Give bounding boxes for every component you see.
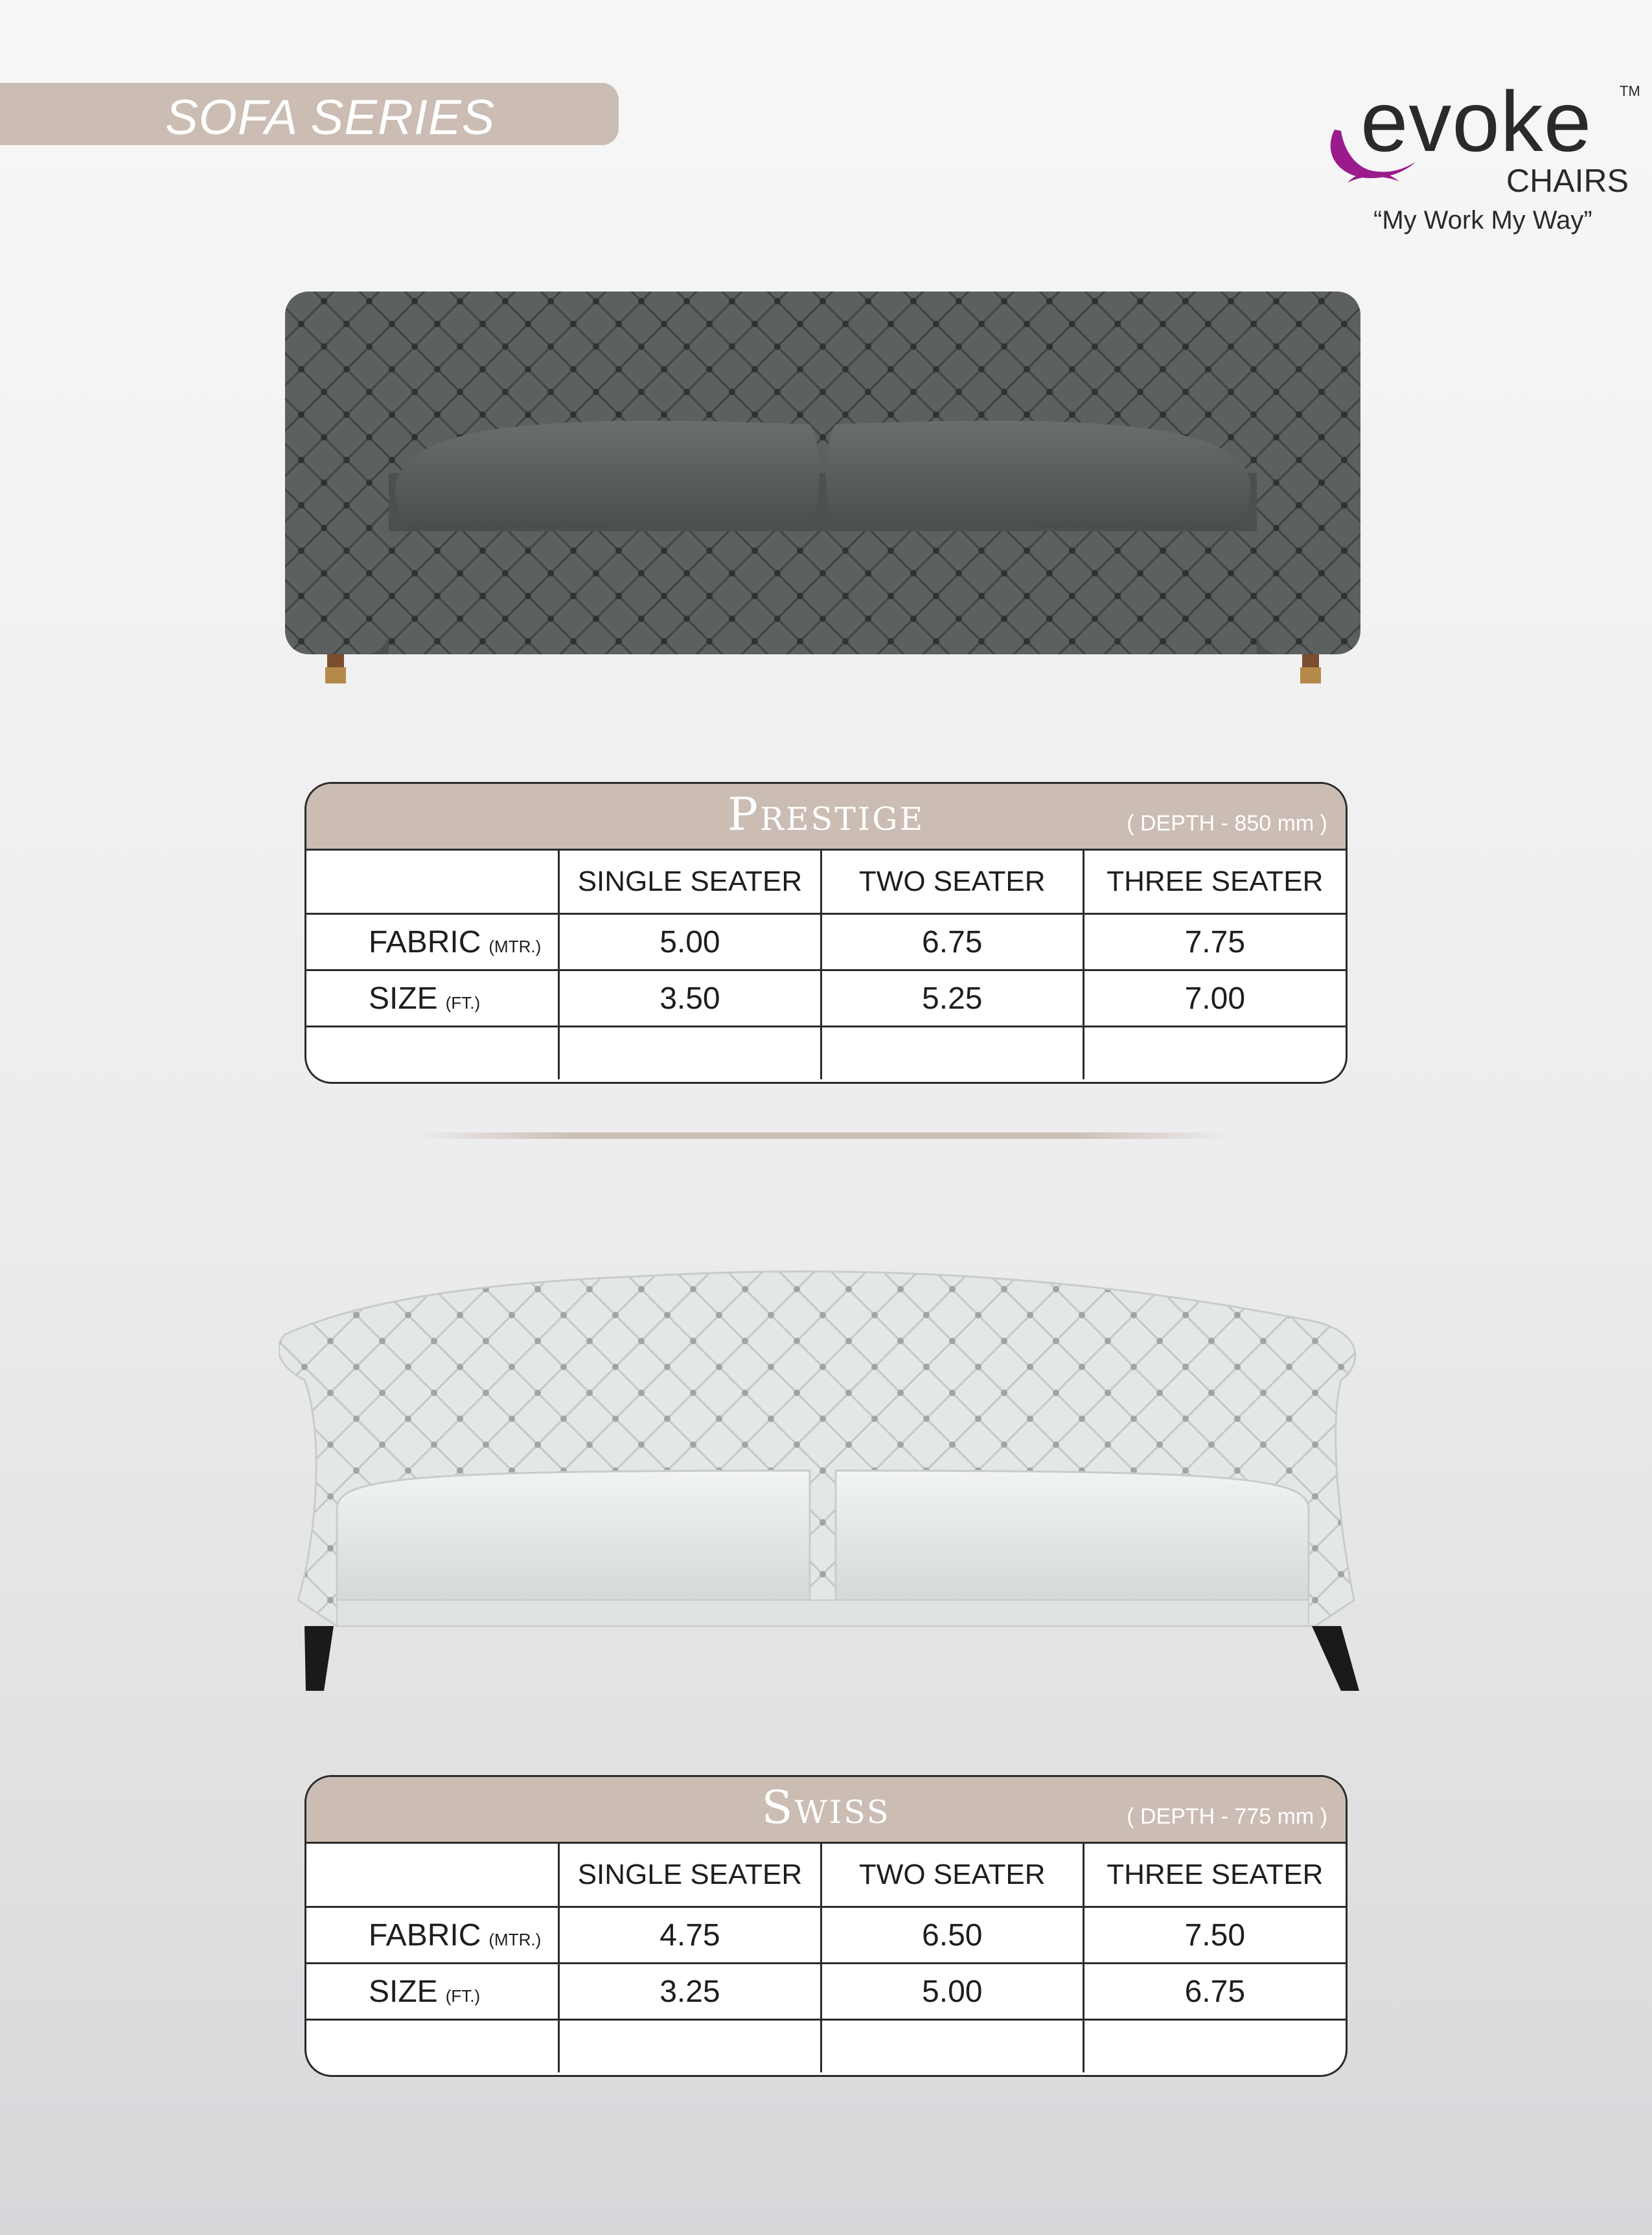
row-label-fabric <box>306 914 559 970</box>
section-divider <box>415 1132 1231 1139</box>
row-label: FABRIC <box>369 924 481 959</box>
prestige-sofa-image <box>279 279 1367 693</box>
column-header: SINGLE SEATER <box>559 1844 821 1907</box>
table-cell: 3.50 <box>559 970 821 1027</box>
column-header: SINGLE SEATER <box>559 851 821 914</box>
product-depth: ( DEPTH - 775 mm ) <box>1127 1804 1327 1829</box>
swiss-sofa-image <box>279 1263 1367 1697</box>
table-cell: 5.00 <box>821 1964 1083 2020</box>
table-cell: 5.00 <box>559 914 821 970</box>
table-cell: 3.25 <box>559 1964 821 2020</box>
corner-cell <box>306 851 559 914</box>
logo-subtitle: CHAIRS <box>1506 163 1629 199</box>
empty-cell <box>306 2020 559 2073</box>
logo-tagline: “My Work My Way” <box>1373 206 1592 235</box>
prestige-spec-table <box>304 782 1348 1084</box>
empty-cell <box>559 2020 821 2073</box>
empty-cell <box>1083 2020 1346 2073</box>
table-cell: 7.50 <box>1083 1907 1346 1964</box>
empty-cell <box>1083 1027 1346 1080</box>
row-label: SIZE <box>369 981 438 1016</box>
column-header: THREE SEATER <box>1083 851 1346 914</box>
row-label: FABRIC <box>369 1918 481 1953</box>
row-unit: (FT.) <box>445 992 481 1013</box>
corner-cell <box>306 1844 559 1907</box>
table-cell: 7.75 <box>1083 914 1346 970</box>
column-header: THREE SEATER <box>1083 1844 1346 1907</box>
row-unit: (FT.) <box>445 1986 481 2006</box>
logo-brand-text: evoke <box>1360 74 1592 169</box>
row-unit: (MTR.) <box>488 936 542 956</box>
series-title: SOFA SERIES <box>165 90 496 145</box>
logo-trademark: TM <box>1620 83 1640 99</box>
row-label-size <box>306 970 559 1027</box>
row-label-fabric <box>306 1907 559 1964</box>
table-cell: 4.75 <box>559 1907 821 1964</box>
column-header: TWO SEATER <box>821 1844 1083 1907</box>
swiss-spec-table <box>304 1775 1348 2077</box>
product-depth: ( DEPTH - 850 mm ) <box>1127 811 1327 836</box>
series-title-banner <box>0 83 619 145</box>
empty-cell <box>821 1027 1083 1080</box>
table-cell: 6.75 <box>1083 1964 1346 2020</box>
row-unit: (MTR.) <box>488 1929 542 1949</box>
empty-cell <box>559 1027 821 1080</box>
row-label: SIZE <box>369 1974 438 2009</box>
table-cell: 6.50 <box>821 1907 1083 1964</box>
product-name: Prestige <box>727 788 925 841</box>
column-header: TWO SEATER <box>821 851 1083 914</box>
table-cell: 5.25 <box>821 970 1083 1027</box>
spec-table-header <box>306 784 1346 851</box>
spec-table-header <box>306 1777 1346 1844</box>
product-name: Swiss <box>761 1781 891 1834</box>
table-cell: 7.00 <box>1083 970 1346 1027</box>
empty-cell <box>821 2020 1083 2073</box>
table-cell: 6.75 <box>821 914 1083 970</box>
empty-cell <box>306 1027 559 1080</box>
evoke-logo <box>1322 74 1640 246</box>
row-label-size <box>306 1964 559 2020</box>
